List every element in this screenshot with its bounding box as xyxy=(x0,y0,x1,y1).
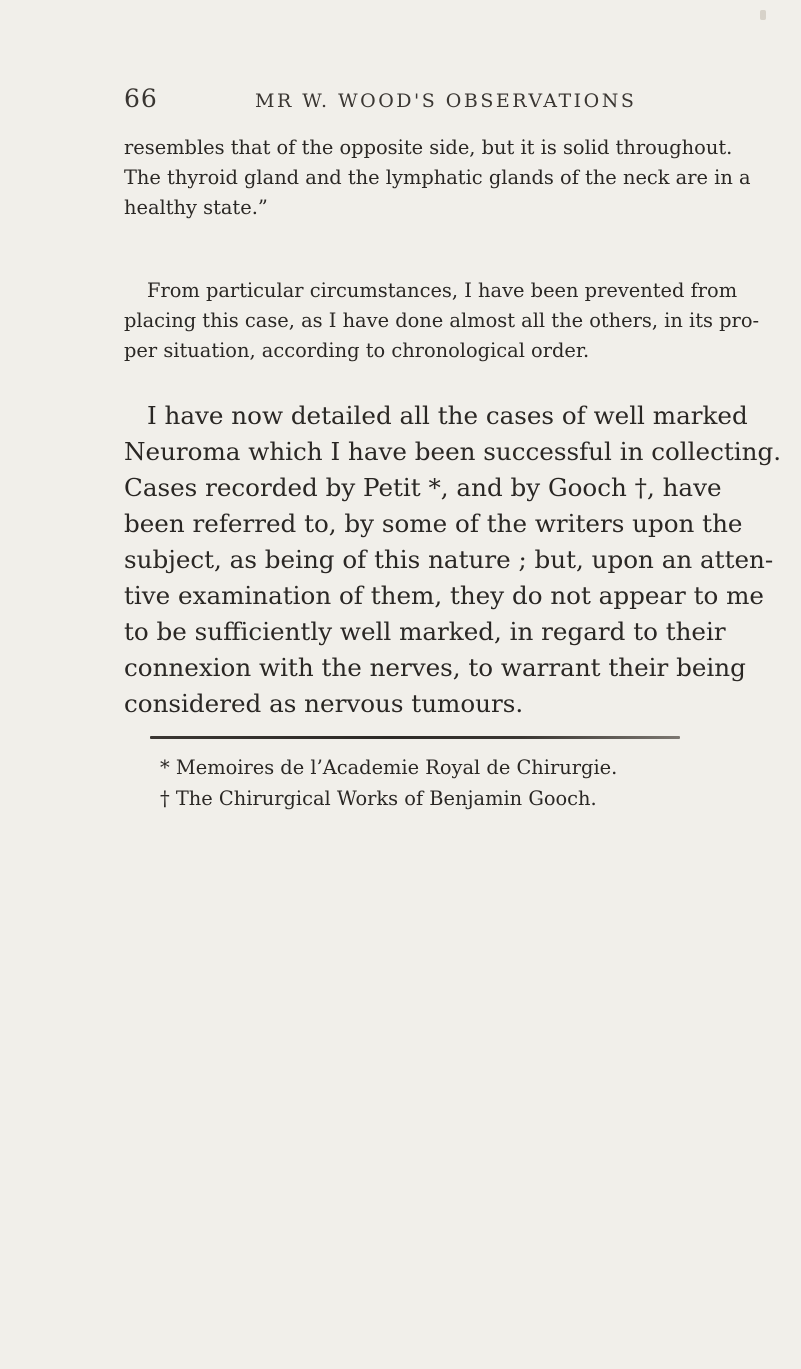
text-line: subject, as being of this nature ; but, upon an atten- xyxy=(124,545,774,574)
text-line: connexion with the nerves, to warrant their being xyxy=(124,653,746,682)
text-line: resembles that of the opposite side, but it is solid throughout. xyxy=(124,136,733,159)
text-line: tive examination of them, they do not appear to me xyxy=(124,581,764,610)
text-line: I have now detailed all the cases of well marked xyxy=(147,401,748,430)
footnote-line: * Memoires de l’Academie Royal de Chirurgie. xyxy=(160,756,618,779)
text-line: Neuroma which I have been successful in collecting. xyxy=(124,437,782,466)
text-line: considered as nervous tumours. xyxy=(124,689,524,718)
paper-blemish xyxy=(760,10,766,20)
text-line: per situation, according to chronological order. xyxy=(124,339,590,362)
page-number: 66 xyxy=(124,84,158,113)
text-line: The thyroid gland and the lymphatic glands of the neck are in a xyxy=(124,166,751,189)
text-line: healthy state.” xyxy=(124,196,268,219)
text-line: Cases recorded by Petit *, and by Gooch †, have xyxy=(124,473,722,502)
running-head: MR W. WOOD'S OBSERVATIONS xyxy=(255,90,637,112)
text-line: been referred to, by some of the writers upon the xyxy=(124,509,743,538)
footnote-line: † The Chirurgical Works of Benjamin Gooch. xyxy=(160,787,597,810)
text-line: placing this case, as I have done almost all the others, in its pro- xyxy=(124,309,760,332)
text-line: From particular circumstances, I have been prevented from xyxy=(147,279,738,302)
footnote-rule xyxy=(150,736,680,739)
text-line: to be sufficiently well marked, in regard to their xyxy=(124,617,726,646)
